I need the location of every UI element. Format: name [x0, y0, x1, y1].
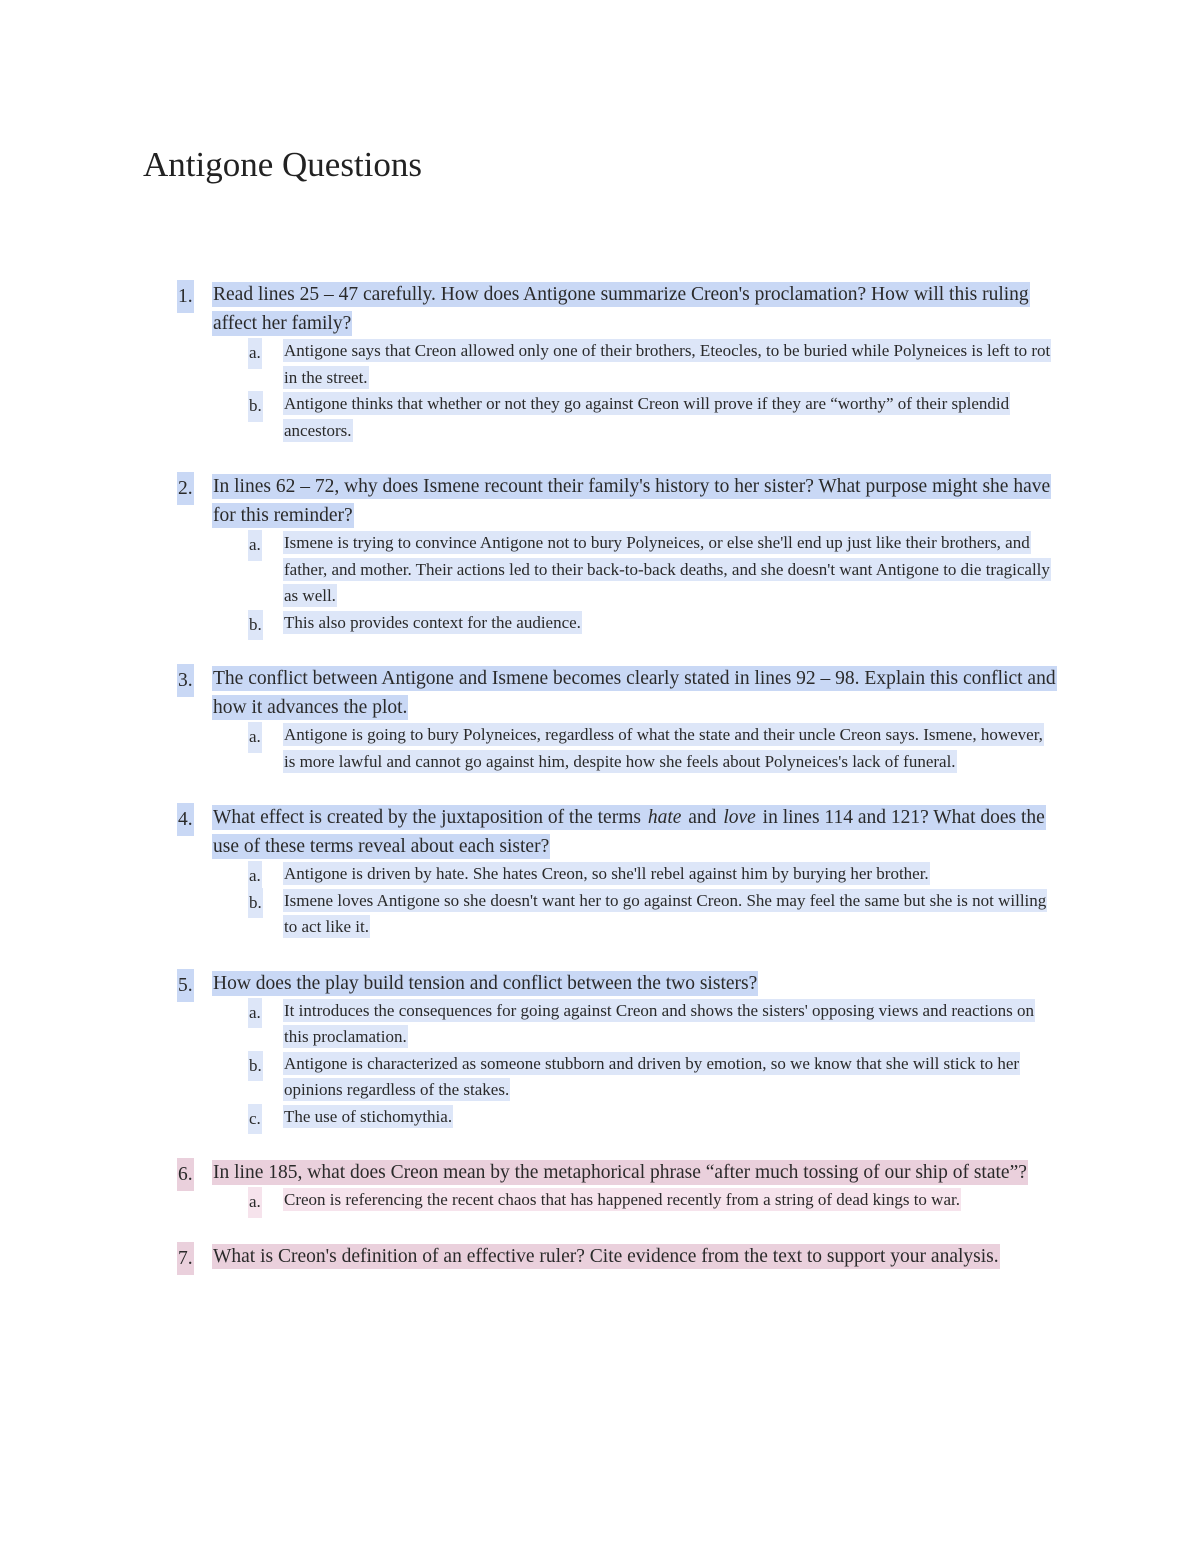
answer-item [248, 338, 1058, 391]
answer-letter: a. [248, 998, 262, 1029]
question-number: 6. [177, 1158, 194, 1191]
answer-letter: a. [248, 1187, 262, 1218]
answer-text: Antigone is characterized as someone stubborn and driven by emotion, so we know that she will stick to her opinions regardless of the stakes. [284, 1053, 1020, 1099]
question-text [177, 969, 1057, 998]
question-item [177, 1242, 1057, 1271]
question-list [177, 280, 1057, 1299]
question-text-part: The conflict between Antigone and Ismene becomes clearly stated in lines 92 – 98. Explain this conflict and how it advances the plot. [213, 668, 1056, 718]
answer-text: Antigone thinks that whether or not they go against Creon will prove if they are “worthy” of their splendid ancestors. [284, 394, 1010, 440]
answer-item [248, 1051, 1058, 1104]
question-item [177, 472, 1057, 636]
answer-list [177, 861, 1057, 941]
question-item [177, 280, 1057, 444]
answer-text: Antigone is driven by hate. She hates Creon, so she'll rebel against him by burying her brother. [284, 864, 929, 883]
answer-letter: b. [248, 1051, 263, 1082]
question-number: 2. [177, 472, 194, 505]
answer-list [177, 530, 1057, 636]
question-emphasis: hate [647, 807, 682, 828]
answer-text: Ismene is trying to convince Antigone not to bury Polyneices, or else she'll end up just like their brothers, and father, and mother. Their actions led to their back-to-back deaths, and she doesn't want Antigone to die tragically as well. [284, 533, 1050, 605]
answer-text: Ismene loves Antigone so she doesn't want her to go against Creon. She may feel the same but she is not willing to act like it. [284, 890, 1047, 936]
answer-list [177, 722, 1057, 775]
question-text [177, 1242, 1057, 1271]
answer-list [177, 1187, 1057, 1214]
question-text-part: in lines 114 and 121? What does the use of these terms reveal about each sister? [213, 807, 1045, 857]
question-item [177, 664, 1057, 775]
question-text [177, 280, 1057, 338]
answer-item [248, 610, 1058, 637]
answer-item [248, 998, 1058, 1051]
question-text-part: What is Creon's definition of an effective ruler? Cite evidence from the text to support your analysis. [213, 1245, 999, 1267]
question-text-part: How does the play build tension and conflict between the two sisters? [213, 972, 758, 994]
answer-item [248, 530, 1058, 610]
answer-letter: a. [248, 722, 262, 753]
answer-item [248, 1187, 1058, 1214]
answer-item [248, 722, 1058, 775]
question-item [177, 1158, 1057, 1214]
answer-text: Creon is referencing the recent chaos that has happened recently from a string of dead kings to war. [284, 1190, 960, 1209]
answer-text: This also provides context for the audience. [284, 612, 581, 632]
question-text [177, 803, 1057, 861]
question-emphasis: love [723, 807, 756, 828]
answer-letter: c. [248, 1104, 262, 1135]
question-number: 1. [177, 280, 194, 313]
question-text-part: What effect is created by the juxtaposition of the terms [213, 807, 646, 828]
question-number: 7. [177, 1242, 194, 1275]
answer-letter: b. [248, 610, 263, 641]
question-text [177, 472, 1057, 530]
answer-letter: a. [248, 861, 262, 892]
answer-text: Antigone is going to bury Polyneices, regardless of what the state and their uncle Creon says. Ismene, however, is more lawful and cannot go against him, despite how she feels about Polyneices's lack of funeral. [284, 725, 1043, 771]
answer-letter: b. [248, 391, 263, 422]
answer-text: It introduces the consequences for going against Creon and shows the sisters' opposing views and reactions on this proclamation. [284, 1000, 1034, 1046]
document-title: Antigone Questions [143, 145, 423, 184]
question-item [177, 969, 1057, 1131]
question-text-part: In lines 62 – 72, why does Ismene recount their family's history to her sister? What purpose might she have for this reminder? [213, 476, 1051, 526]
answer-list [177, 998, 1057, 1131]
answer-letter: a. [248, 338, 262, 369]
answer-text: Antigone says that Creon allowed only one of their brothers, Eteocles, to be buried while Polyneices is left to rot in the street. [284, 341, 1051, 387]
question-number: 3. [177, 664, 194, 697]
question-text-part: Read lines 25 – 47 carefully. How does Antigone summarize Creon's proclamation? How will this ruling affect her family? [213, 284, 1029, 334]
question-text [177, 664, 1057, 722]
answer-text: The use of stichomythia. [284, 1106, 453, 1126]
answer-item [248, 1104, 1058, 1131]
answer-list [177, 338, 1057, 444]
question-item [177, 803, 1057, 941]
answer-letter: b. [248, 888, 263, 919]
answer-letter: a. [248, 530, 262, 561]
answer-item [248, 861, 1058, 888]
question-text-part: and [683, 807, 722, 828]
question-text-part: In line 185, what does Creon mean by the metaphorical phrase “after much tossing of our ship of state”? [213, 1162, 1027, 1183]
question-text [177, 1158, 1057, 1187]
question-number: 5. [177, 969, 194, 1002]
answer-item [248, 391, 1058, 444]
answer-item [248, 888, 1058, 941]
question-number: 4. [177, 803, 194, 836]
